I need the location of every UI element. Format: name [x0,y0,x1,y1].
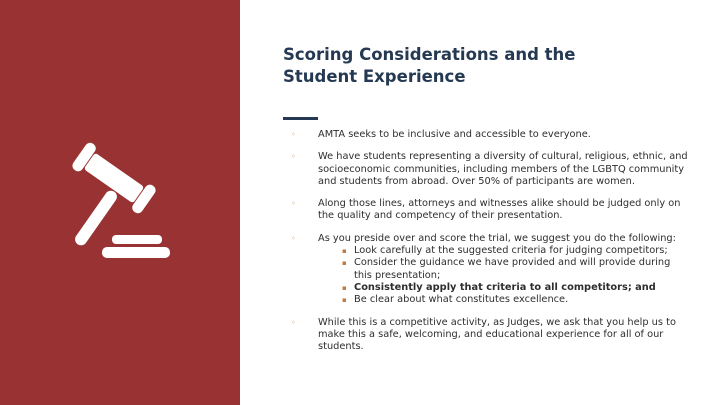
bullet-dot: ▪ [342,259,347,268]
sub-bullet-text: Be clear about what constitutes excellence. [354,294,569,306]
sub-bullet-item [318,294,688,306]
bullet-item [288,317,688,354]
bullet-dot: ▪ [342,283,347,292]
title-line-1: Scoring Considerations and the [283,45,576,64]
title-underline [283,117,318,120]
bullet-dot: ◦ [291,199,296,209]
bullet-text: While this is a competitive activity, as Judges, we ask that you help us to make this a safe, welcoming, and educational experience for all of our students. [318,316,676,353]
bullet-text: AMTA seeks to be inclusive and accessible to everyone. [318,129,591,140]
bullet-item [288,198,688,223]
bullet-list [288,129,688,353]
bullet-dot: ▪ [342,296,347,305]
sub-bullet-item [318,282,688,294]
bullet-dot: ◦ [291,233,296,243]
sub-bullet-item [318,245,688,257]
left-panel [0,0,240,405]
bullet-dot: ▪ [342,247,347,256]
title-line-2: Student Experience [283,67,466,86]
page-title [283,44,683,88]
gavel-icon [52,140,182,270]
sub-bullet-text: Look carefully at the suggested criteria for judging competitors; [354,245,668,257]
bullet-item [288,233,688,307]
bullet-dot: ◦ [291,130,296,139]
sub-bullet-item [318,257,688,282]
sub-bullet-text: Consider the guidance we have provided and will provide during this presentation; [354,257,671,281]
bullet-text: As you preside over and score the trial, we suggest you do the following: [318,232,676,244]
bullet-dot: ◦ [291,152,296,162]
bullet-item [288,129,688,141]
bullet-item [288,151,688,188]
sub-bullet-text: Consistently apply that criteria to all competitors; and [354,281,656,293]
bullet-dot: ◦ [291,317,296,327]
bullet-text: Along those lines, attorneys and witnesses alike should be judged only on the quality and competency of their presentation. [318,198,681,222]
bullet-text: We have students representing a diversity of cultural, religious, ethnic, and socioeconomic communities, including members of the LGBTQ community and students from abroad. Over 50% of participants are women. [318,151,688,187]
